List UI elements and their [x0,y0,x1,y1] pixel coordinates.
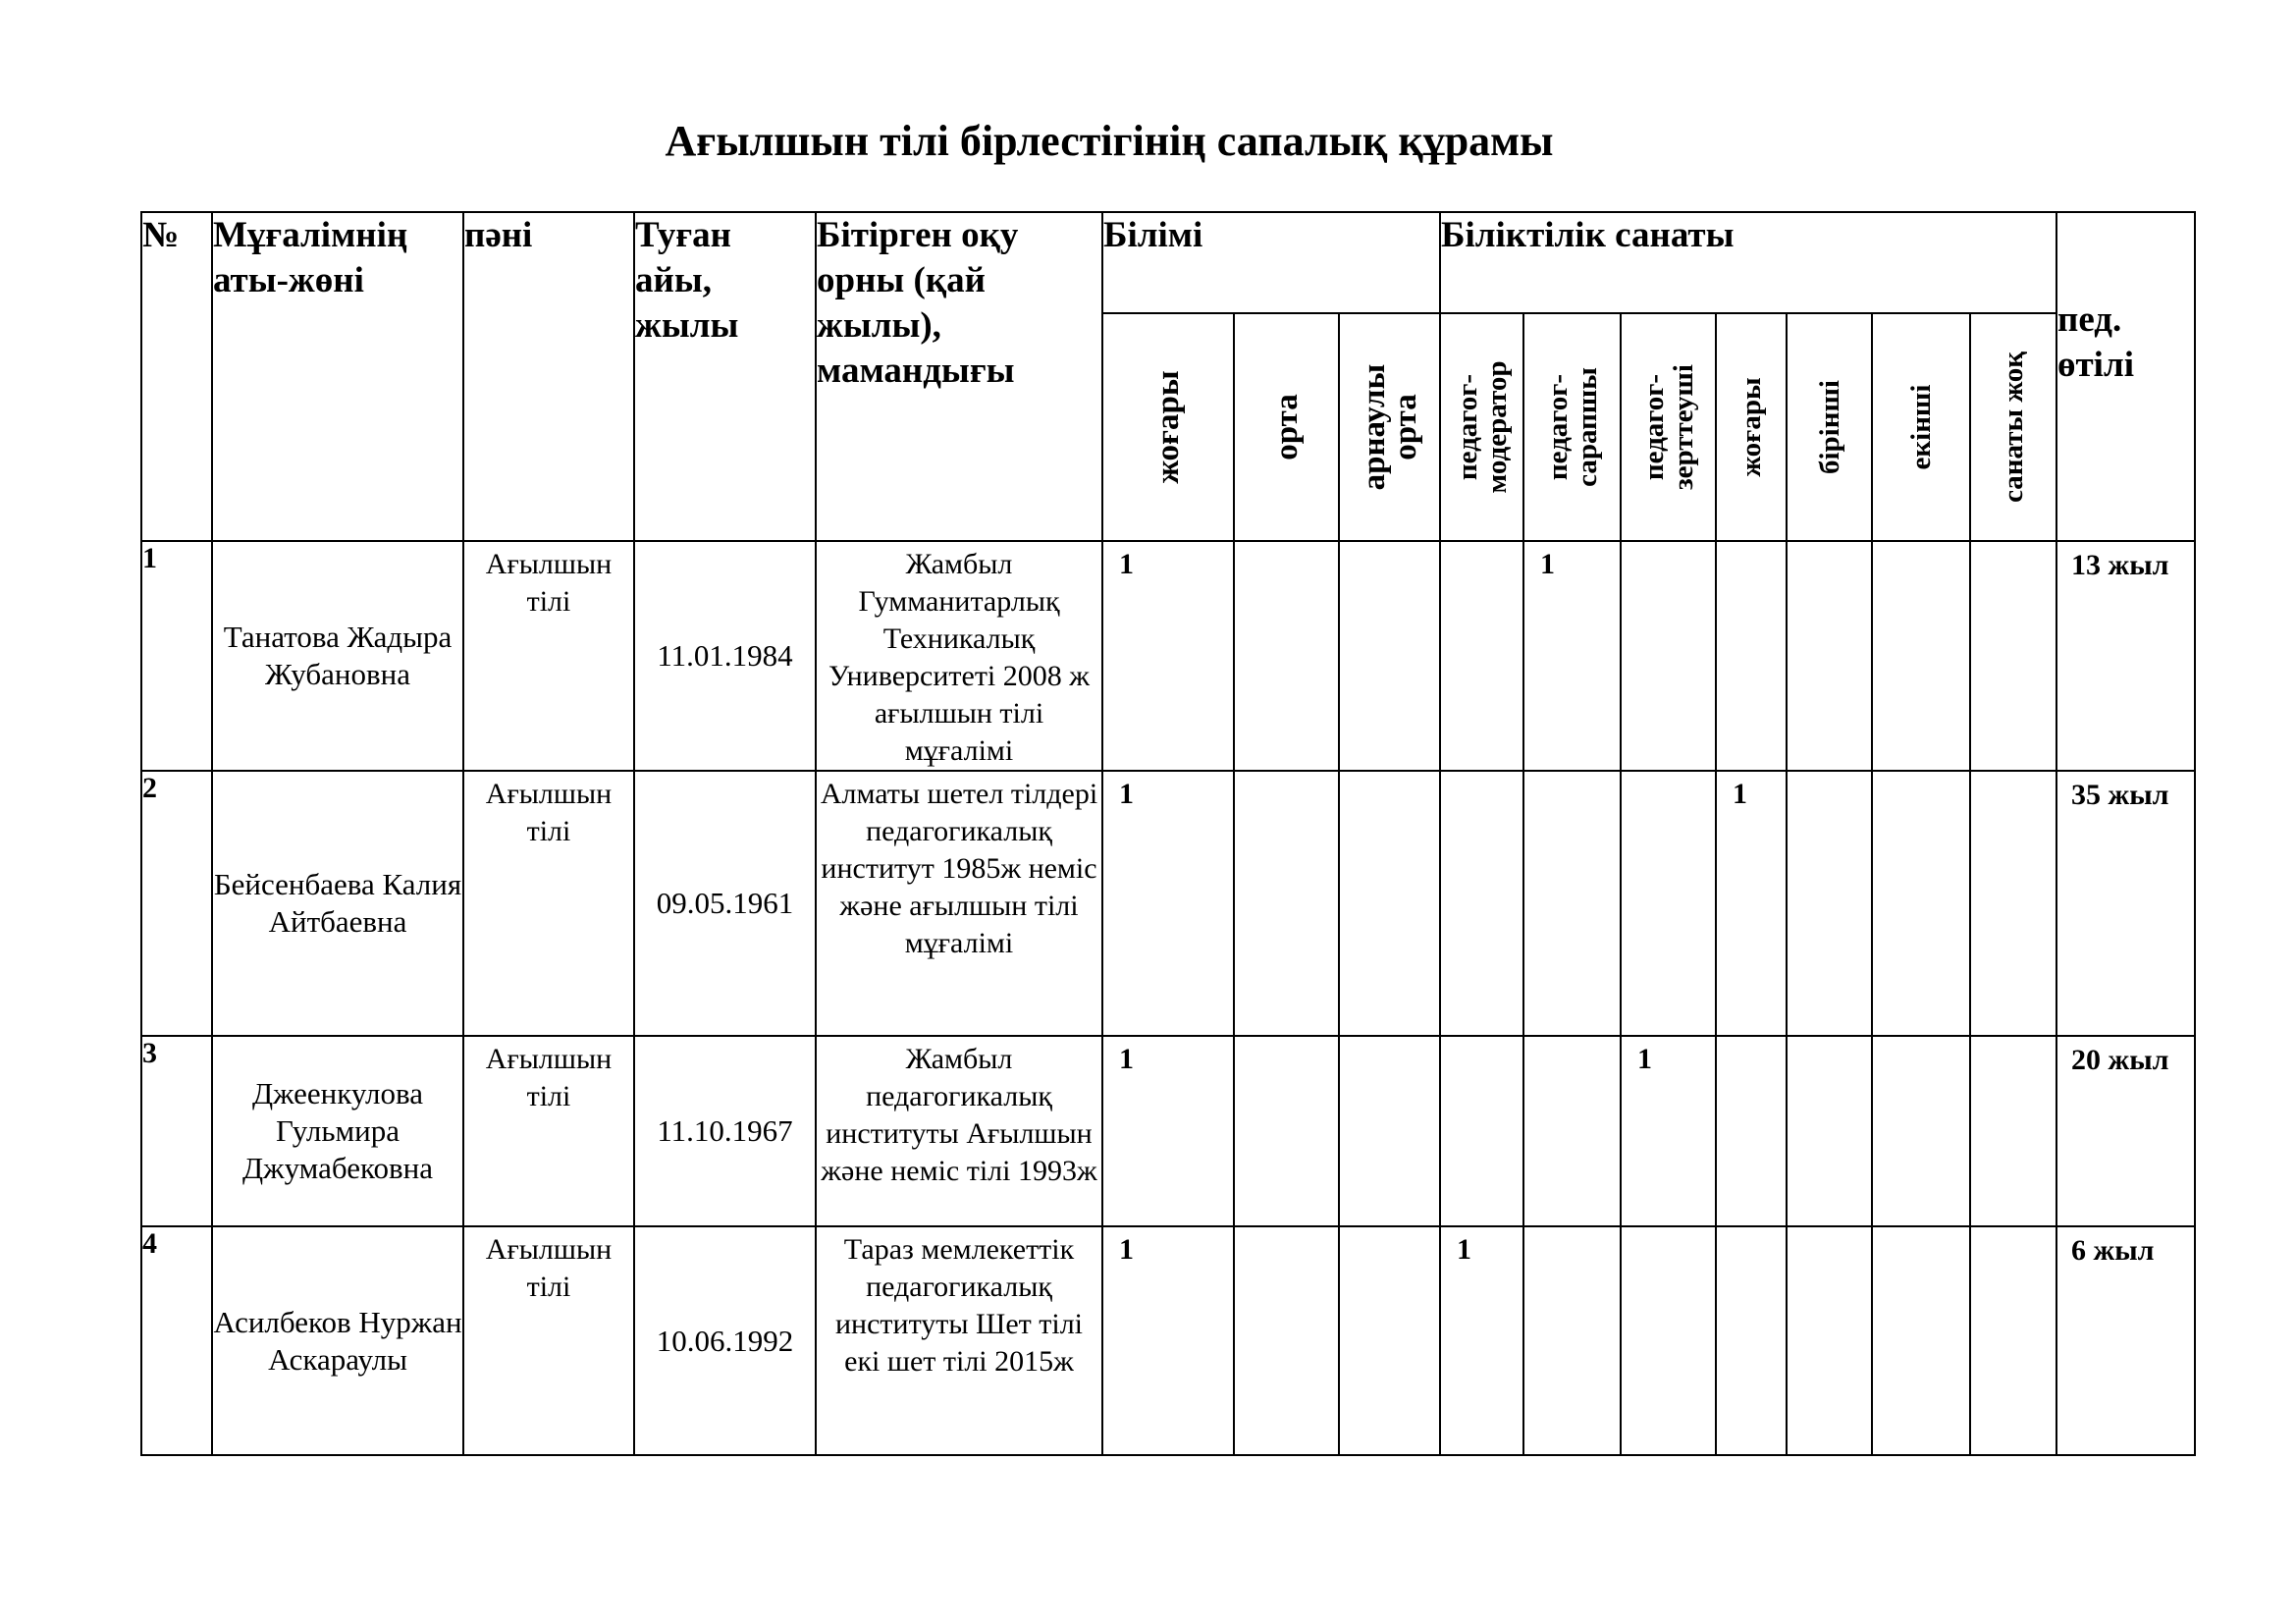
page-title: Ағылшын тілі бірлестігінің сапалық құрамы [665,117,1554,165]
mark-cell [1787,1036,1872,1226]
header-edu-vocational [1339,313,1440,541]
mark-cell [1234,771,1339,1036]
teacher-name: Танатова Жадыра Жубановна [212,541,463,771]
experience: 20 жыл [2056,1036,2195,1226]
header-edu-vocational-label: арнаулы орта [1356,363,1423,491]
mark-cell [1787,541,1872,771]
mark-cell [1523,1226,1621,1455]
mark-cell: 1 [1102,1226,1234,1455]
mark-cell [1716,1036,1787,1226]
mark-cell [1716,541,1787,771]
row-number: 3 [141,1036,212,1226]
mark-cell [1440,1036,1523,1226]
mark-cell: 1 [1523,541,1621,771]
experience: 13 жыл [2056,541,2195,771]
mark-cell [1970,541,2056,771]
header-teacher-name: Мұғалімнің аты-жөні [212,212,463,541]
mark-cell [1339,1226,1440,1455]
institution: Алматы шетел тілдері педагогикалық институт 1985ж неміс және ағылшын тілі мұғалімі [816,771,1102,1036]
mark-cell [1523,771,1621,1036]
experience: 6 жыл [2056,1226,2195,1455]
header-qual-researcher-label: педагог-зерттеуші [1637,364,1699,490]
institution: Тараз мемлекеттік педагогикалық институты Шет тілі екі шет тілі 2015ж [816,1226,1102,1455]
mark-cell [1970,1036,2056,1226]
mark-cell: 1 [1621,1036,1716,1226]
mark-cell [1234,1226,1339,1455]
birth-date: 11.01.1984 [634,541,816,771]
header-qual-moderator-label: педагог-модератор [1451,360,1513,494]
mark-cell [1716,1226,1787,1455]
header-edu-higher-label: жоғары [1150,370,1186,484]
subject: Ағылшын тілі [463,771,634,1036]
mark-cell: 1 [1102,541,1234,771]
mark-cell: 1 [1102,1036,1234,1226]
table-row [141,541,2195,771]
header-qual-highest [1716,313,1787,541]
mark-cell [1621,541,1716,771]
institution: Жамбыл Гумманитарлық Техникалық Университеті 2008 ж ағылшын тілі мұғалімі [816,541,1102,771]
subject: Ағылшын тілі [463,1036,634,1226]
header-edu-secondary-label: орта [1268,394,1305,460]
header-num: № [141,212,212,541]
header-qual-second [1872,313,1970,541]
header-qual-expert [1523,313,1621,541]
table-row [141,771,2195,1036]
mark-cell [1339,771,1440,1036]
mark-cell [1440,541,1523,771]
header-qual-highest-label: жоғары [1735,377,1767,477]
teacher-name: Джеенкулова Гульмира Джумабековна [212,1036,463,1226]
header-birth-date: Туған айы, жылы [634,212,816,541]
mark-cell [1440,771,1523,1036]
mark-cell [1339,1036,1440,1226]
mark-cell [1621,771,1716,1036]
mark-cell [1234,541,1339,771]
header-qual-second-label: екінші [1905,384,1937,470]
teacher-name: Асилбеков Нуржан Аскараулы [212,1226,463,1455]
table-row [141,1036,2195,1226]
birth-date: 10.06.1992 [634,1226,816,1455]
header-qual-none-label: санаты жоқ [1998,352,2029,503]
header-institution: Бітірген оқу орны (қай жылы), мамандығы [816,212,1102,541]
row-number: 4 [141,1226,212,1455]
header-qualification: Біліктілік санаты [1440,212,2056,313]
mark-cell: 1 [1716,771,1787,1036]
table-row [141,1226,2195,1455]
mark-cell [1872,541,1970,771]
birth-date: 11.10.1967 [634,1036,816,1226]
header-row-top [141,212,2195,313]
mark-cell [1872,771,1970,1036]
mark-cell [1970,771,2056,1036]
header-edu-secondary [1234,313,1339,541]
institution: Жамбыл педагогикалық институты Ағылшын және неміс тілі 1993ж [816,1036,1102,1226]
header-subject: пәні [463,212,634,541]
mark-cell [1970,1226,2056,1455]
header-qual-researcher [1621,313,1716,541]
mark-cell [1787,771,1872,1036]
mark-cell: 1 [1102,771,1234,1036]
row-number: 2 [141,771,212,1036]
header-qual-moderator [1440,313,1523,541]
staff-table [140,211,2196,1456]
header-edu-higher [1102,313,1234,541]
mark-cell [1339,541,1440,771]
header-qual-first [1787,313,1872,541]
header-experience: пед. өтілі [2056,212,2195,541]
header-education: Білімі [1102,212,1440,313]
mark-cell [1872,1036,1970,1226]
mark-cell [1234,1036,1339,1226]
birth-date: 09.05.1961 [634,771,816,1036]
mark-cell [1523,1036,1621,1226]
mark-cell [1787,1226,1872,1455]
header-qual-first-label: бірінші [1813,380,1845,474]
teacher-name: Бейсенбаева Калия Айтбаевна [212,771,463,1036]
mark-cell [1872,1226,1970,1455]
experience: 35 жыл [2056,771,2195,1036]
mark-cell: 1 [1440,1226,1523,1455]
header-qual-none [1970,313,2056,541]
mark-cell [1621,1226,1716,1455]
row-number: 1 [141,541,212,771]
subject: Ағылшын тілі [463,541,634,771]
subject: Ағылшын тілі [463,1226,634,1455]
header-qual-expert-label: педагог-сарапшы [1541,367,1603,487]
